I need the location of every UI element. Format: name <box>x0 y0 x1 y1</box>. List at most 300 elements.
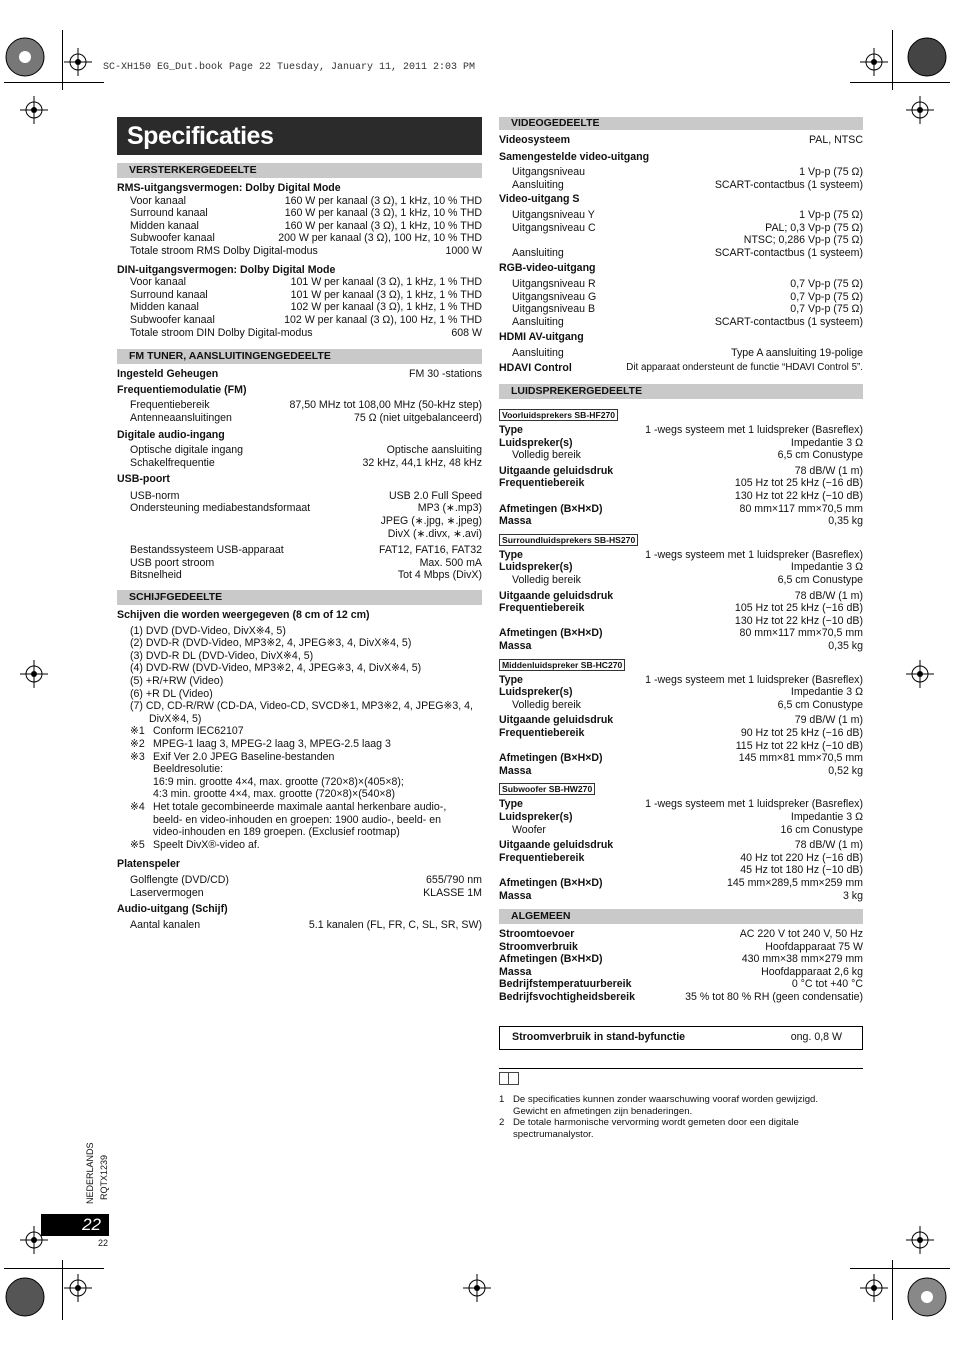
crop-mark <box>892 30 893 90</box>
spec-label: Massa <box>499 965 532 978</box>
crop-mark <box>892 1260 893 1320</box>
spec-label: Frequentiebereik <box>130 399 210 412</box>
speaker-dim-label: Afmetingen (B×H×D) <box>499 502 603 515</box>
spec-value: 102 W per kanaal (3 Ω), 100 Hz, 1 % THD <box>284 313 482 326</box>
spec-value: 160 W per kanaal (3 Ω), 1 kHz, 10 % THD <box>284 207 482 220</box>
note-item <box>117 814 482 827</box>
footnote-text: spectrumanalystor. <box>513 1128 594 1140</box>
print-header: SC-XH150 EG_Dut.book Page 22 Tuesday, January 11, 2011 2:03 PM <box>103 62 476 73</box>
footnote-number: 1 <box>499 1094 505 1106</box>
hdavi-row <box>499 362 863 375</box>
discs-list <box>117 625 482 726</box>
speaker-spl-value: 78 dB/W (1 m) <box>794 839 863 852</box>
crosshair-icon <box>64 1274 92 1302</box>
spec-row <box>499 966 863 979</box>
usb-norm-row <box>117 490 482 503</box>
footnote-item <box>499 1117 863 1129</box>
spec-row <box>499 278 863 291</box>
speaker-mass-label: Massa <box>499 640 532 652</box>
page-number-small: 22 <box>98 1238 109 1248</box>
page-title: Specificaties <box>117 117 482 155</box>
spec-row <box>499 928 863 941</box>
speaker-block <box>499 528 863 653</box>
spec-row <box>117 276 482 289</box>
crop-mark <box>850 82 950 83</box>
spec-row <box>117 314 482 327</box>
speaker-mass-row <box>499 890 863 903</box>
crosshair-icon <box>20 660 48 688</box>
speaker-unit-row <box>499 686 863 699</box>
note-item <box>117 763 482 776</box>
spec-row <box>499 953 863 966</box>
spec-label: Uitgangsniveau B <box>512 303 596 316</box>
speaker-name: Voorluidsprekers SB-HF270 <box>499 409 618 421</box>
speaker-dim-value: 145 mm×81 mm×70,5 mm <box>738 752 863 765</box>
spec-row <box>117 887 482 900</box>
speaker-mass-label: Massa <box>499 764 532 777</box>
rms-heading: RMS-uitgangsvermogen: Dolby Digital Mode <box>117 182 341 194</box>
section-versterker: VERSTERKERGEDEELTE <box>117 163 482 178</box>
speaker-freq-values <box>735 477 863 515</box>
spec-label: Stroomtoevoer <box>499 928 575 941</box>
crosshair-icon <box>860 48 888 76</box>
note-item <box>117 839 482 852</box>
usb-norm-value: USB 2.0 Full Speed <box>388 489 482 502</box>
speaker-freq-value: 105 Hz tot 25 kHz (−16 dB) <box>734 602 863 615</box>
svideo-y-row <box>499 209 863 222</box>
fm-heading: Frequentiemodulatie (FM) <box>117 383 247 396</box>
registration-mark-icon <box>4 1276 46 1318</box>
spec-row <box>499 303 863 316</box>
speaker-dim-label: Afmetingen (B×H×D) <box>499 876 603 889</box>
crop-mark <box>4 82 104 83</box>
speaker-mass-value: 0,52 kg <box>828 764 863 777</box>
speaker-freq-value: 130 Hz tot 22 kHz (−10 dB) <box>734 614 863 627</box>
spec-row <box>499 991 863 1004</box>
section-video: VIDEOGEDEELTE <box>499 117 863 130</box>
spec-row <box>499 179 863 192</box>
speaker-unit-label: Luidspreker(s) <box>499 561 573 574</box>
note-item <box>117 738 482 751</box>
svideo-a-row <box>499 247 863 260</box>
speaker-unit-size-value: 16 cm Conustype <box>780 823 863 836</box>
svideo-c-value: NTSC; 0,286 Vp-p (75 Ω) <box>743 234 863 247</box>
speaker-freq-label: Frequentiebereik <box>499 726 585 739</box>
speaker-spl-value: 79 dB/W (1 m) <box>794 714 863 727</box>
spec-row <box>117 207 482 220</box>
section-algemeen: ALGEMEEN <box>499 909 863 924</box>
speaker-unit-size-row <box>499 574 863 587</box>
note-text: video-inhouden en 189 groepen. (Exclusief rootmap) <box>153 826 400 839</box>
spec-row <box>499 978 863 991</box>
crosshair-icon <box>64 48 92 76</box>
speaker-unit-size-value: 6,5 cm Conustype <box>777 698 863 711</box>
crosshair-icon <box>906 96 934 124</box>
spec-row <box>117 245 482 258</box>
hdmi-heading: HDMI AV-uitgang <box>499 331 584 344</box>
footnote-text: De specificaties kunnen zonder waarschuwing vooraf worden gewijzigd. <box>513 1094 819 1106</box>
note-marker: ※2 <box>130 737 145 750</box>
crosshair-icon <box>463 1274 491 1302</box>
audio-heading: Audio-uitgang (Schijf) <box>117 903 228 916</box>
hdmi-value: Type A aansluiting 19-polige <box>731 346 863 359</box>
crosshair-icon <box>20 96 48 124</box>
spec-value: 0,7 Vp-p (75 Ω) <box>790 303 863 316</box>
speaker-spl-label: Uitgaande geluidsdruk <box>499 714 614 727</box>
svideo-heading: Video-uitgang S <box>499 193 580 206</box>
speaker-freq-value: 45 Hz tot 180 Hz (−10 dB) <box>740 864 863 877</box>
platen-heading: Platenspeler <box>117 858 181 871</box>
din-heading: DIN-uitgangsvermogen: Dolby Digital Mode <box>117 263 336 276</box>
videosystem-value: PAL, NTSC <box>809 134 863 146</box>
speaker-unit-size-label: Volledig bereik <box>512 574 581 587</box>
footnote-text: Gewicht en afmetingen zijn benaderingen. <box>513 1105 693 1117</box>
composite-list <box>499 166 863 191</box>
composite-heading: Samengestelde video-uitgang <box>499 150 650 163</box>
rgb-heading: RGB-video-uitgang <box>499 262 596 275</box>
speaker-dim-value: 145 mm×289,5 mm×259 mm <box>726 876 863 889</box>
spec-row <box>499 941 863 954</box>
spec-value: FAT12, FAT16, FAT32 <box>378 544 482 557</box>
note-marker: ※1 <box>130 725 145 738</box>
note-text: Speelt DivX®-video af. <box>153 838 260 851</box>
spec-label: Surround kanaal <box>130 288 208 301</box>
speaker-type-row <box>499 674 863 687</box>
note-marker: ※5 <box>130 838 145 851</box>
preset-row <box>117 368 482 381</box>
spec-value: 160 W per kanaal (3 Ω), 1 kHz, 10 % THD <box>284 219 482 232</box>
spec-value: Tot 4 Mbps (DivX) <box>397 569 482 582</box>
footnote-text: De totale harmonische vervorming wordt gemeten door een digitale <box>513 1117 799 1129</box>
speaker-freq-value: 130 Hz tot 22 kHz (−10 dB) <box>734 490 863 503</box>
spec-value: 160 W per kanaal (3 Ω), 1 kHz, 10 % THD <box>284 194 482 207</box>
spec-label: Bitsnelheid <box>130 569 182 582</box>
disc-item: (7) CD, CD-R/RW (CD-DA, Video-CD, SVCD※1, MP3※2, 4, JPEG※3, 4, <box>130 700 473 713</box>
spec-value: 0,7 Vp-p (75 Ω) <box>790 290 863 303</box>
note-marker <box>130 826 153 839</box>
speaker-type-row <box>499 424 863 437</box>
speaker-spl-label: Uitgaande geluidsdruk <box>499 464 614 477</box>
spec-label: Voor kanaal <box>130 194 186 207</box>
speaker-unit-size-row <box>499 824 863 837</box>
speaker-type-value: 1 -wegs systeem met 1 luidspreker (Basreflex) <box>645 424 863 437</box>
spec-value: 101 W per kanaal (3 Ω), 1 kHz, 1 % THD <box>290 276 482 289</box>
speaker-dim-value: 80 mm×117 mm×70,5 mm <box>739 627 863 640</box>
registration-mark-icon <box>906 1276 948 1318</box>
speaker-unit-size-row <box>499 699 863 712</box>
spec-row <box>117 399 482 412</box>
speaker-dim-label: Afmetingen (B×H×D) <box>499 752 603 765</box>
note-marker <box>130 814 153 827</box>
speaker-mass-value: 3 kg <box>842 889 863 902</box>
speaker-list <box>499 403 863 902</box>
usb-media-value: JPEG (∗.jpg, ∗.jpeg) <box>380 515 482 528</box>
speaker-unit-size-label: Volledig bereik <box>512 698 581 711</box>
spec-value: SCART-contactbus (1 systeem) <box>714 178 863 191</box>
speaker-unit-size-row <box>499 449 863 462</box>
speaker-type-label: Type <box>499 798 523 811</box>
spec-row <box>499 166 863 179</box>
spec-label: Uitgangsniveau G <box>512 290 597 303</box>
spec-value: 0 °C tot +40 °C <box>791 978 863 991</box>
spec-label: Schakelfrequentie <box>130 456 215 469</box>
speaker-impedance: Impedantie 3 Ω <box>790 561 863 574</box>
usb-norm-label: USB-norm <box>130 489 180 502</box>
speaker-unit-size-label: Woofer <box>512 823 546 836</box>
spec-label: Voor kanaal <box>130 276 186 289</box>
note-text: 4:3 min. grootte 4×4, max. grootte (720×8)×(540×8) <box>153 788 396 801</box>
right-column <box>499 117 863 1140</box>
speaker-spl-row <box>499 465 863 478</box>
speaker-unit-row <box>499 561 863 574</box>
speaker-block <box>499 777 863 902</box>
speaker-dim-value: 80 mm×117 mm×70,5 mm <box>739 502 863 515</box>
standby-label: Stroomverbruik in stand-byfunctie <box>512 1031 686 1044</box>
speaker-spl-row <box>499 839 863 852</box>
speaker-mass-label: Massa <box>499 889 532 902</box>
spec-row <box>117 874 482 887</box>
spec-label: Aantal kanalen <box>130 918 201 931</box>
spec-row <box>117 919 482 932</box>
spec-value: 87,50 MHz tot 108,00 MHz (50-kHz step) <box>289 399 482 412</box>
speaker-freq-value: 90 Hz tot 25 kHz (−16 dB) <box>740 726 863 739</box>
spec-label: Golflengte (DVD/CD) <box>130 873 229 886</box>
hdmi-label: Aansluiting <box>512 346 564 359</box>
side-code: RQTX1239 <box>99 1154 109 1200</box>
note-text: beeld- en video-inhouden en groepen: 1900 audio-, beeld- en <box>153 813 442 826</box>
hdmi-row <box>499 347 863 360</box>
svideo-y-value: 1 Vp-p (75 Ω) <box>799 208 863 221</box>
note-marker: ※3 <box>130 750 145 763</box>
speaker-mass-row <box>499 515 863 528</box>
registration-mark-icon <box>4 36 46 78</box>
spec-value: 430 mm×38 mm×279 mm <box>741 953 863 966</box>
note-item <box>117 788 482 801</box>
speaker-impedance: Impedantie 3 Ω <box>790 686 863 699</box>
audio-list <box>117 919 482 932</box>
speaker-name: Middenluidspreker SB-HC270 <box>499 659 625 671</box>
speaker-spl-row <box>499 714 863 727</box>
svideo-c-label: Uitgangsniveau C <box>512 221 596 234</box>
digital-list <box>117 444 482 469</box>
spec-label: Antenneaansluitingen <box>130 411 232 424</box>
note-text: Exif Ver 2.0 JPEG Baseline-bestanden <box>153 750 335 763</box>
note-marker: ※4 <box>130 800 145 813</box>
spec-row <box>117 444 482 457</box>
spec-row <box>117 569 482 582</box>
spec-row <box>499 316 863 329</box>
spec-value: 200 W per kanaal (3 Ω), 100 Hz, 10 % THD <box>278 232 482 245</box>
spec-value: KLASSE 1M <box>423 886 482 899</box>
note-item <box>117 725 482 738</box>
spec-label: Optische digitale ingang <box>130 444 244 457</box>
svideo-a-label: Aansluiting <box>512 246 564 259</box>
din-list <box>117 276 482 339</box>
speaker-dim-label: Afmetingen (B×H×D) <box>499 627 603 640</box>
speaker-freq-label: Frequentiebereik <box>499 477 585 490</box>
spec-value: 1000 W <box>445 244 482 257</box>
spec-row <box>499 291 863 304</box>
speaker-unit-row <box>499 811 863 824</box>
spec-label: Uitgangsniveau R <box>512 277 596 290</box>
spec-value: 608 W <box>451 326 482 339</box>
note-item <box>117 776 482 789</box>
spec-label: Stroomverbruik <box>499 940 578 953</box>
spec-label: Totale stroom RMS Dolby Digital-modus <box>130 244 318 257</box>
spec-label: Bedrijfsvochtigheidsbereik <box>499 991 635 1004</box>
disc-item: (6) +R DL (Video) <box>130 687 213 700</box>
platen-list <box>117 874 482 899</box>
speaker-unit-size-label: Volledig bereik <box>512 449 581 462</box>
usb-media-row <box>117 502 482 540</box>
speaker-freq-value: 115 Hz tot 22 kHz (−10 dB) <box>735 739 863 752</box>
left-column <box>117 163 482 931</box>
usb-media-value: MP3 (∗.mp3) <box>417 502 482 515</box>
speaker-block <box>499 653 863 778</box>
spec-label: Aansluiting <box>512 178 564 191</box>
disc-item: (3) DVD-R DL (DVD-Video, DivX※4, 5) <box>130 649 314 662</box>
speaker-impedance: Impedantie 3 Ω <box>790 436 863 449</box>
page-number: 22 <box>41 1214 109 1236</box>
spec-row <box>117 195 482 208</box>
preset-label: Ingesteld Geheugen <box>117 368 219 381</box>
speaker-block <box>499 403 863 528</box>
spec-value: 5.1 kanalen (FL, FR, C, SL, SR, SW) <box>308 918 482 931</box>
note-item <box>117 826 482 839</box>
usb-media-value: DivX (∗.divx, ∗.avi) <box>387 527 482 540</box>
speaker-freq-values <box>735 602 863 640</box>
spec-label: Bestandssysteem USB-apparaat <box>130 544 284 557</box>
speaker-type-label: Type <box>499 548 523 561</box>
spec-label: Afmetingen (B×H×D) <box>499 953 603 966</box>
spec-row <box>117 232 482 245</box>
videosystem-label: Videosysteem <box>499 134 571 146</box>
hdavi-label: HDAVI Control <box>499 361 572 374</box>
preset-value: FM 30 -stations <box>408 368 482 381</box>
section-schijf: SCHIJFGEDEELTE <box>117 590 482 605</box>
speaker-unit-size-value: 6,5 cm Conustype <box>777 449 863 462</box>
spec-value: 32 kHz, 44,1 kHz, 48 kHz <box>362 456 482 469</box>
usb-media-label: Ondersteuning mediabestandsformaat <box>130 502 311 515</box>
footnote-number <box>499 1106 513 1118</box>
svideo-y-label: Uitgangsniveau Y <box>512 208 595 221</box>
crop-mark <box>850 1268 950 1269</box>
spec-label: USB poort stroom <box>130 556 215 569</box>
spec-value: Hoofdapparaat 2,6 kg <box>761 965 863 978</box>
spec-value: Optische aansluiting <box>386 444 482 457</box>
speaker-type-value: 1 -wegs systeem met 1 luidspreker (Basreflex) <box>645 798 863 811</box>
spec-row <box>117 412 482 425</box>
note-text: Conform IEC62107 <box>153 725 244 738</box>
note-text: 16:9 min. grootte 4×4, max. grootte (720×8)×(405×8); <box>153 775 404 788</box>
speaker-type-value: 1 -wegs systeem met 1 luidspreker (Basreflex) <box>645 673 863 686</box>
section-speakers: LUIDSPREKERGEDEELTE <box>499 384 863 399</box>
note-item <box>117 801 482 814</box>
footnotes <box>499 1068 863 1141</box>
side-language: NEDERLANDS <box>85 1142 95 1204</box>
spec-row <box>117 557 482 570</box>
speaker-type-row <box>499 798 863 811</box>
rgb-list <box>499 278 863 328</box>
spec-label: Totale stroom DIN Dolby Digital-modus <box>130 326 313 339</box>
disc-item: (5) +R/+RW (Video) <box>130 675 224 687</box>
spec-label: Uitgangsniveau <box>512 166 586 179</box>
spec-value: 655/790 nm <box>426 873 482 886</box>
svideo-c-row <box>499 222 863 247</box>
speaker-name: Surroundluidsprekers SB-HS270 <box>499 534 638 546</box>
footnote-number: 2 <box>499 1117 505 1129</box>
spec-value: 102 W per kanaal (3 Ω), 1 kHz, 1 % THD <box>290 301 482 314</box>
spec-value: AC 220 V tot 240 V, 50 Hz <box>739 928 863 941</box>
disc-item: DivX※4, 5) <box>149 712 202 725</box>
speaker-mass-row <box>499 765 863 778</box>
spec-value: 35 % tot 80 % RH (geen condensatie) <box>685 991 863 1004</box>
footnote-number <box>499 1129 513 1141</box>
speaker-type-label: Type <box>499 673 523 686</box>
speaker-unit-size-value: 6,5 cm Conustype <box>777 574 863 587</box>
spec-label: Midden kanaal <box>130 219 199 232</box>
speaker-spl-label: Uitgaande geluidsdruk <box>499 839 614 852</box>
footnote-item <box>499 1129 863 1141</box>
speaker-name: Subwoofer SB-HW270 <box>499 783 595 795</box>
disc-item: (2) DVD-R (DVD-Video, MP3※2, 4, JPEG※3, 4, DivX※4, 5) <box>130 637 412 650</box>
note-text: Het totale gecombineerde maximale aantal herkenbare audio-, <box>153 800 447 813</box>
usb-list <box>117 544 482 582</box>
notes-list <box>117 725 482 851</box>
spec-label: Aansluiting <box>512 315 564 328</box>
note-item <box>117 751 482 764</box>
standby-value: ong. 0,8 W <box>790 1031 842 1044</box>
speaker-spl-label: Uitgaande geluidsdruk <box>499 589 614 602</box>
spec-label: Bedrijfstemperatuurbereik <box>499 978 632 991</box>
general-list <box>499 928 863 1004</box>
speaker-freq-label: Frequentiebereik <box>499 851 585 864</box>
speaker-mass-label: Massa <box>499 515 532 528</box>
spec-label: Surround kanaal <box>130 207 208 220</box>
spec-value: 101 W per kanaal (3 Ω), 1 kHz, 1 % THD <box>290 288 482 301</box>
spec-value: Hoofdapparaat 75 W <box>765 940 863 953</box>
spec-label: Laservermogen <box>130 886 204 899</box>
rms-list <box>117 195 482 258</box>
speaker-impedance: Impedantie 3 Ω <box>790 810 863 823</box>
speaker-type-value: 1 -wegs systeem met 1 luidspreker (Basreflex) <box>645 548 863 561</box>
speaker-unit-row <box>499 437 863 450</box>
spec-row <box>117 327 482 340</box>
speaker-freq-value: 40 Hz tot 220 Hz (−16 dB) <box>740 851 863 864</box>
footnote-list <box>499 1094 863 1140</box>
videosystem-row <box>499 134 863 147</box>
svideo-c-value: PAL; 0,3 Vp-p (75 Ω) <box>765 221 863 234</box>
spec-value: 75 Ω (niet uitgebalanceerd) <box>353 411 482 424</box>
spec-label: Midden kanaal <box>130 301 199 314</box>
digital-heading: Digitale audio-ingang <box>117 428 225 441</box>
speaker-unit-label: Luidspreker(s) <box>499 686 573 699</box>
standby-box <box>499 1026 863 1050</box>
note-marker <box>130 788 153 801</box>
speaker-spl-row <box>499 590 863 603</box>
speaker-unit-label: Luidspreker(s) <box>499 810 573 823</box>
disc-item: (1) DVD (DVD-Video, DivX※4, 5) <box>130 624 286 637</box>
footnote-item <box>499 1106 863 1118</box>
crop-mark <box>4 1268 104 1269</box>
spec-row <box>117 544 482 557</box>
book-icon <box>499 1072 519 1085</box>
speaker-freq-values <box>727 852 863 890</box>
spec-row <box>117 220 482 233</box>
spec-value: 1 Vp-p (75 Ω) <box>799 166 863 179</box>
svideo-a-value: SCART-contactbus (1 systeem) <box>714 246 863 259</box>
usb-media-values <box>381 502 482 540</box>
